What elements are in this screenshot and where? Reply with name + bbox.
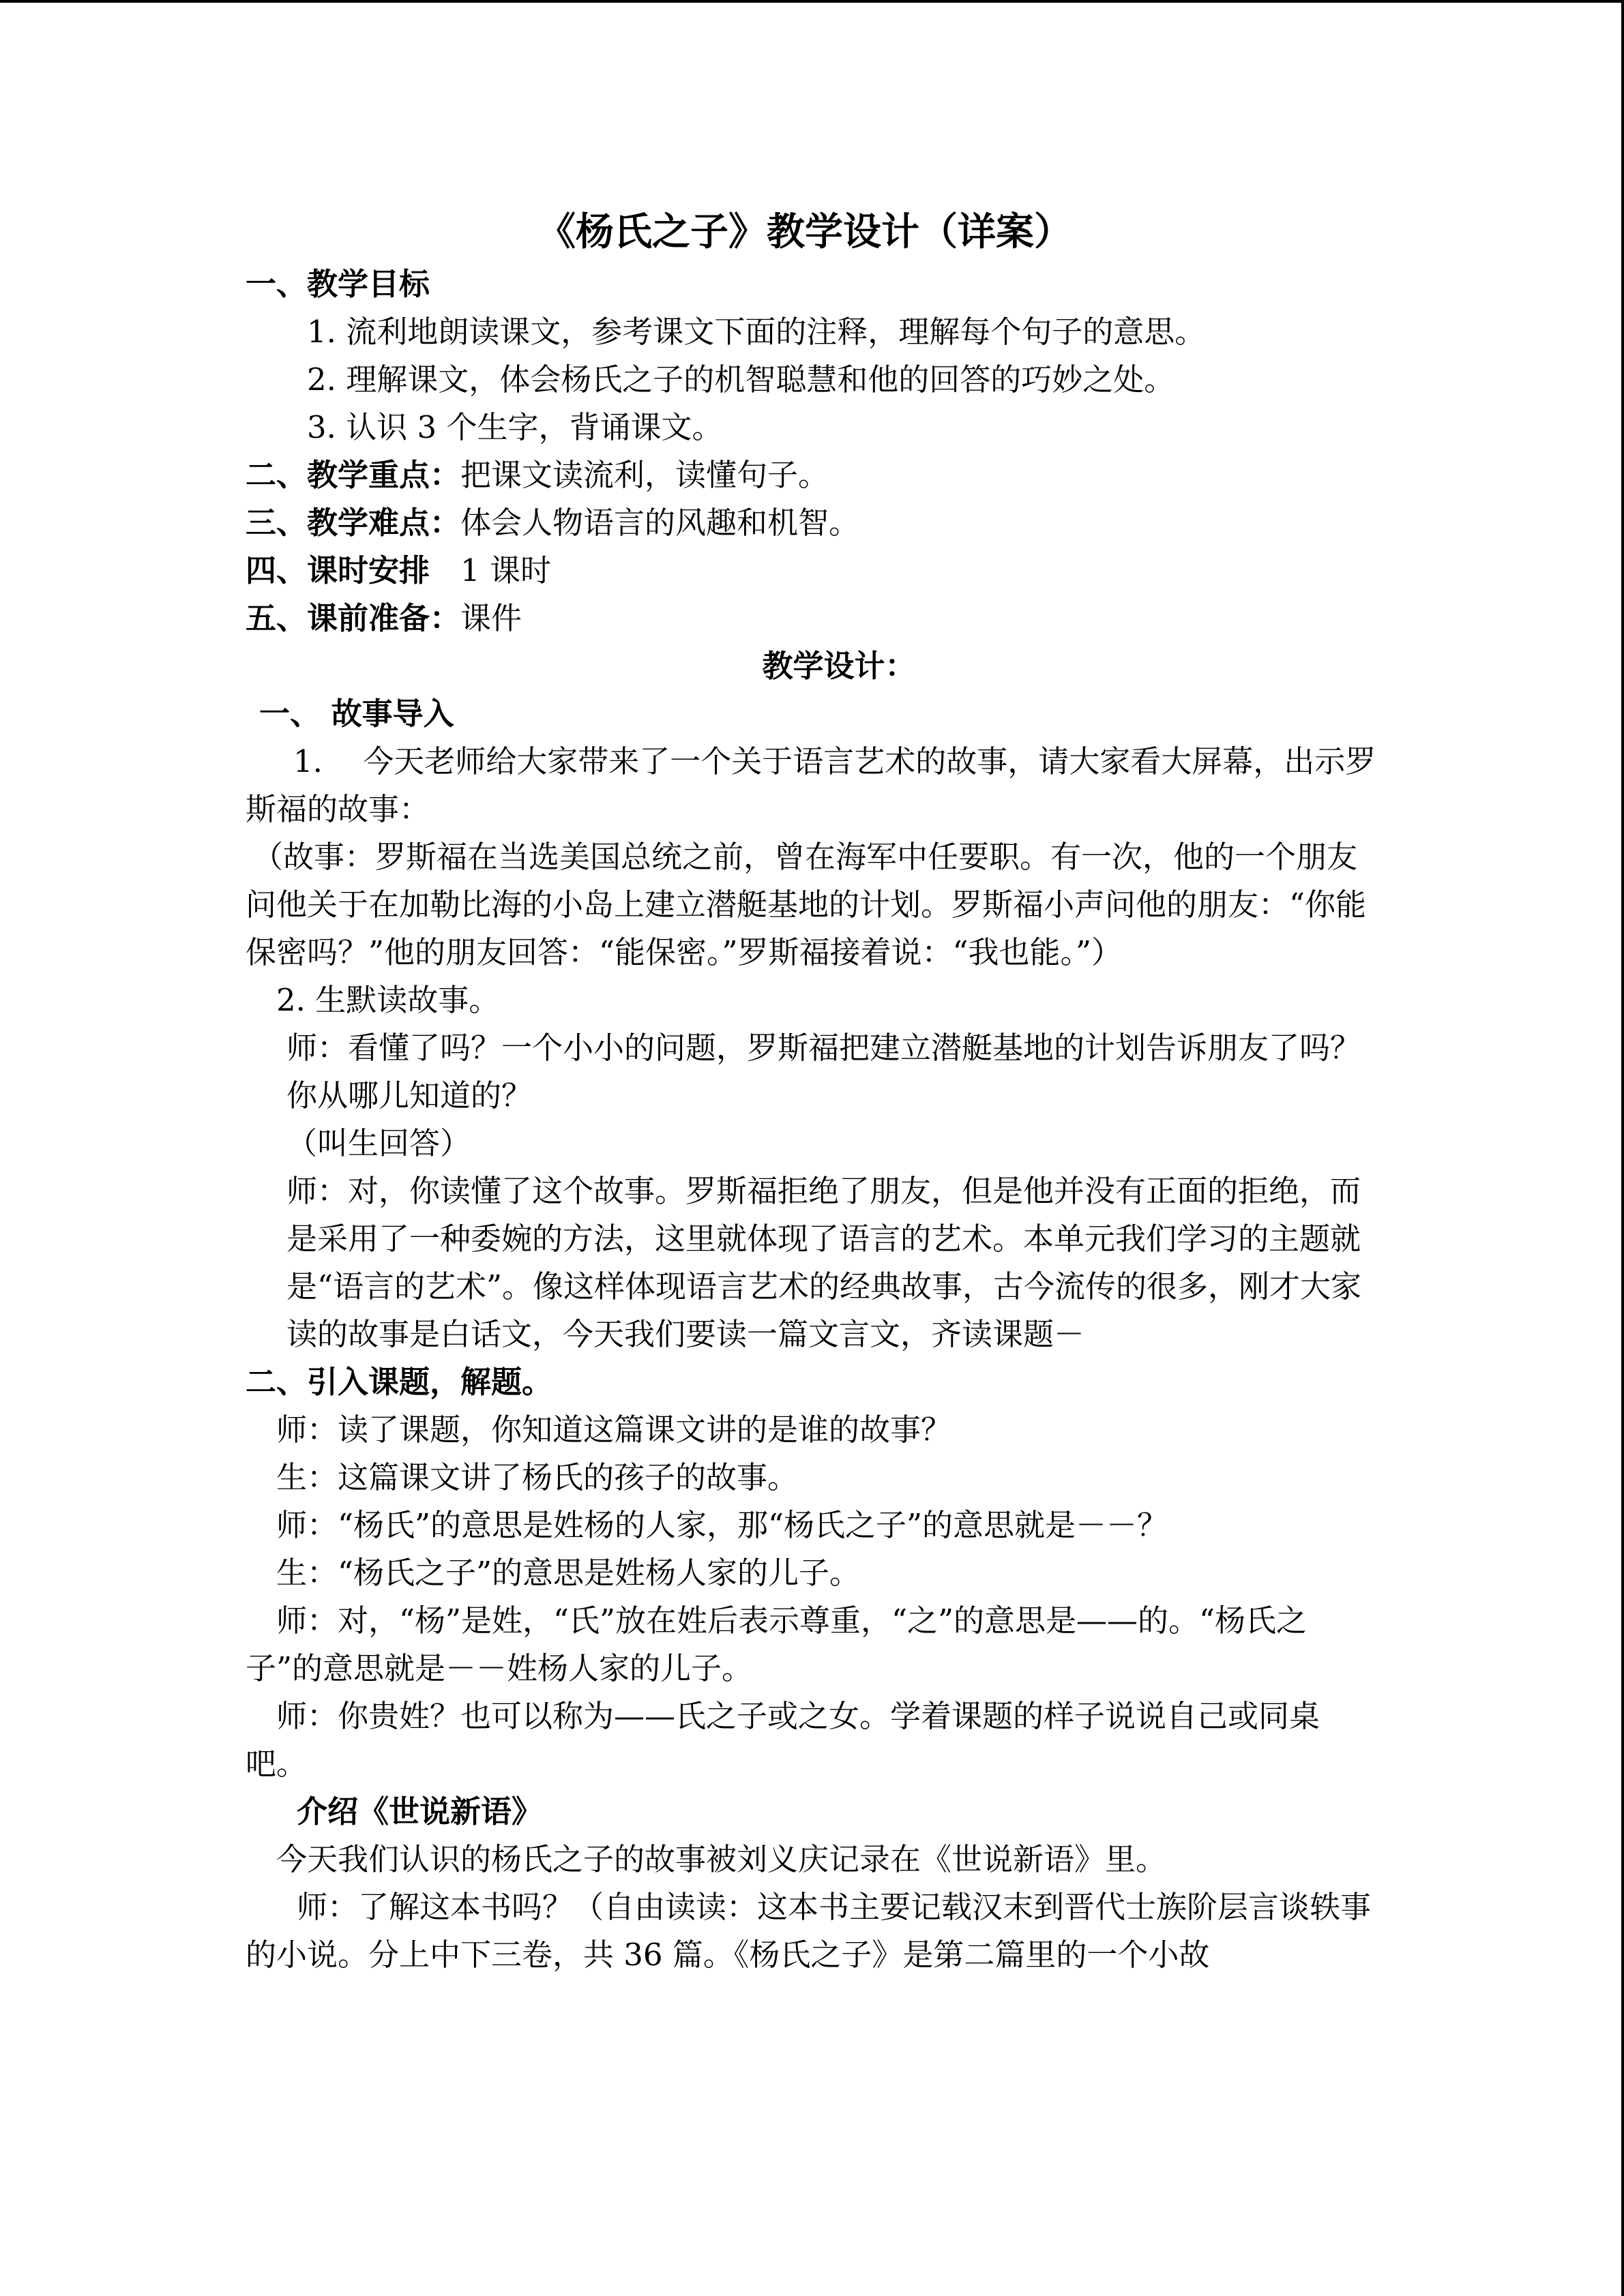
- objective-item-2: 2. 理解课文，体会杨氏之子的机智聪慧和他的回答的巧妙之处。: [307, 361, 1175, 398]
- objective-item-1: 1. 流利地朗读课文，参考课文下面的注释，理解每个句子的意思。: [307, 314, 1206, 350]
- section-difficulties: [246, 499, 1378, 547]
- part1-teacher-1: 师：看懂了吗？一个小小的问题，罗斯福把建立潜艇基地的计划告诉朋友了吗？你从哪儿知道的？: [286, 1030, 1361, 1114]
- part2-heading: 二、引入课题，解题。: [246, 1364, 553, 1400]
- part1-paragraph-1: 1. 今天老师给大家带来了一个关于语言艺术的故事，请大家看大屏幕，出示罗斯福的故事：: [246, 743, 1376, 827]
- page-border-top: [0, 0, 1624, 3]
- document-title: 《杨氏之子》教学设计（详案）: [537, 209, 1072, 254]
- section-preparation: [246, 595, 1378, 642]
- key-points-text: 把课文读流利，读懂句子。: [460, 457, 829, 493]
- part2-line-4: 生：“杨氏之子”的意思是姓杨人家的儿子。: [276, 1555, 861, 1591]
- part2-line-8: 师：了解这本书吗？（自由读读：这本书主要记载汉末到晋代士族阶层言谈轶事的小说。分上中下三卷，共 36 篇。《杨氏之子》是第二篇里的一个小故: [246, 1889, 1372, 1973]
- intro-heading: 介绍《世说新语》: [297, 1793, 543, 1830]
- part1-heading: 一、 故事导入: [259, 696, 454, 732]
- section-schedule: [246, 547, 1378, 595]
- section-key-points: [246, 451, 1378, 499]
- part2-line-5: 师：对，“杨”是姓，“氏”放在姓后表示尊重，“之”的意思是——的。“杨氏之子”的意思就是－－姓杨人家的儿子。: [246, 1602, 1308, 1686]
- difficulties-label: 三、教学难点：: [246, 505, 461, 541]
- design-heading: 教学设计：: [762, 648, 916, 684]
- page-border-right: [1621, 0, 1624, 2296]
- schedule-label: 四、课时安排: [246, 552, 430, 588]
- part1-teacher-3: 师：对，你读懂了这个故事。罗斯福拒绝了朋友，但是他并没有正面的拒绝，而是采用了一种委婉的方法，这里就体现了语言的艺术。本单元我们学习的主题就是“语言的艺术”。像这样体现语言艺术的经典故事，古今流传的很多，刚才大家读的故事是白话文，今天我们要读一篇文言文，齐读课题－: [286, 1173, 1362, 1352]
- schedule-text: 1 课时: [430, 552, 551, 588]
- section-objectives-heading: 一、教学目标: [246, 266, 430, 302]
- part1-paragraph-2: 2. 生默读故事。: [276, 982, 500, 1018]
- part2-line-1: 师：读了课题，你知道这篇课文讲的是谁的故事？: [276, 1412, 952, 1448]
- part1-story: （故事：罗斯福在当选美国总统之前，曾在海军中任要职。有一次，他的一个朋友问他关于在加勒比海的小岛上建立潜艇基地的计划。罗斯福小声问他的朋友：“你能保密吗？”他的朋友回答：“能保密。”罗斯福接着说：“我也能。”）: [246, 839, 1367, 970]
- key-points-label: 二、教学重点：: [246, 457, 461, 493]
- part2-line-6: 师：你贵姓？也可以称为——氏之子或之女。学着课题的样子说说自己或同桌吧。: [246, 1698, 1320, 1782]
- objective-item-3: 3. 认识 3 个生字，背诵课文。: [307, 409, 723, 445]
- document-body: [246, 203, 1378, 1979]
- part1-teacher-2: （叫生回答）: [286, 1125, 471, 1161]
- part2-line-3: 师：“杨氏”的意思是姓杨的人家，那“杨氏之子”的意思就是－－？: [276, 1507, 1168, 1543]
- part2-line-7: 今天我们认识的杨氏之子的故事被刘义庆记录在《世说新语》里。: [276, 1841, 1167, 1877]
- preparation-text: 课件: [460, 600, 522, 636]
- difficulties-text: 体会人物语言的风趣和机智。: [460, 505, 860, 541]
- part2-line-2: 生：这篇课文讲了杨氏的孩子的故事。: [276, 1459, 799, 1495]
- preparation-label: 五、课前准备：: [246, 600, 461, 636]
